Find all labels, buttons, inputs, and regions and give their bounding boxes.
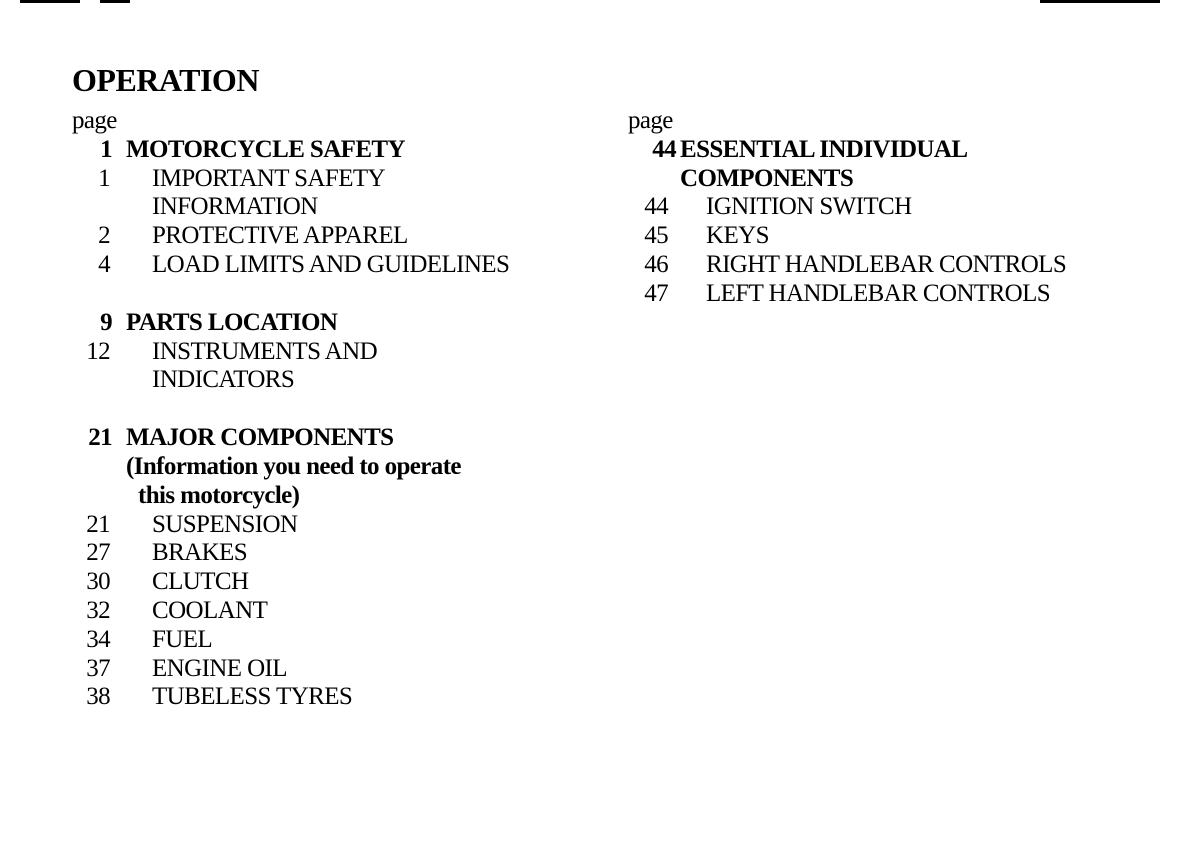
- scan-edge-right: [1040, 0, 1160, 3]
- section-gap: [72, 280, 592, 309]
- toc-entry-page-number: 12: [86, 337, 110, 365]
- toc-sections: [628, 136, 1148, 309]
- toc-entry-text: RIGHT HANDLEBAR CONTROLS: [706, 250, 1067, 278]
- toc-entry: [72, 222, 592, 251]
- toc-entry-text: IGNITION SWITCH: [706, 193, 912, 221]
- scan-edge-mid: [100, 0, 130, 3]
- toc-column-left: [72, 107, 592, 712]
- section-heading-text: this motorcycle): [138, 481, 300, 509]
- page-column-label: page: [628, 107, 673, 134]
- toc-entry-page-number: 2: [98, 222, 110, 250]
- section-heading-continued: [628, 165, 1148, 194]
- toc-entry-text: FUEL: [152, 625, 213, 653]
- toc-entry: [72, 597, 592, 626]
- toc-entry-text: TUBELESS TYRES: [152, 683, 353, 711]
- section-gap: [72, 395, 592, 424]
- section-heading-text: ESSENTIAL INDIVIDUAL: [680, 135, 968, 163]
- section-page-number: 44: [652, 135, 676, 163]
- toc-entry-text: KEYS: [706, 222, 769, 250]
- toc-entry: [72, 511, 592, 540]
- toc-entry: [72, 251, 592, 280]
- toc-entry-page-number: 38: [86, 683, 110, 711]
- toc-entry-page-number: 32: [86, 596, 110, 624]
- toc-entry: [628, 222, 1148, 251]
- section-heading-text: MOTORCYCLE SAFETY: [126, 135, 405, 163]
- toc-entry: [72, 626, 592, 655]
- toc-entry: [628, 280, 1148, 309]
- toc-entry: [72, 655, 592, 684]
- toc-entry-page-number: 34: [86, 625, 110, 653]
- toc-entry-text: CLUTCH: [152, 568, 249, 596]
- toc-entry: [72, 568, 592, 597]
- toc-entry: [72, 539, 592, 568]
- section-heading-continued: [72, 453, 592, 482]
- toc-entry: [72, 338, 592, 367]
- page-title: OPERATION: [72, 62, 259, 98]
- toc-sections: [72, 136, 592, 712]
- section-heading-text: COMPONENTS: [680, 164, 854, 192]
- toc-entry: [72, 683, 592, 712]
- section-page-number: 1: [100, 135, 112, 163]
- page-column-label: page: [72, 107, 117, 134]
- toc-entry-page-number: 37: [86, 654, 110, 682]
- toc-entry-page-number: 27: [86, 539, 110, 567]
- toc-entry-page-number: 46: [644, 250, 668, 278]
- toc-entry: [628, 193, 1148, 222]
- toc-entry-text: PROTECTIVE APPAREL: [152, 222, 408, 250]
- toc-entry-text: LEFT HANDLEBAR CONTROLS: [706, 279, 1051, 307]
- section-heading: [72, 309, 592, 338]
- toc-entry-page-number: 21: [86, 510, 110, 538]
- toc-entry-text: LOAD LIMITS AND GUIDELINES: [152, 250, 510, 278]
- toc-entry-page-number: 30: [86, 568, 110, 596]
- toc-entry-page-number: 45: [644, 222, 668, 250]
- toc-column-right: [628, 107, 1148, 309]
- section-heading: [72, 424, 592, 453]
- section-page-number: 9: [100, 308, 112, 336]
- toc-entry-page-number: 47: [644, 279, 668, 307]
- toc-entry-continued: [72, 366, 592, 395]
- toc-entry-text: INFORMATION: [152, 193, 318, 221]
- toc-entry: [72, 165, 592, 194]
- scan-edge-left: [20, 0, 80, 3]
- toc-entry-text: IMPORTANT SAFETY: [152, 164, 385, 192]
- section-page-number: 21: [88, 424, 112, 452]
- section-heading: [72, 136, 592, 165]
- toc-entry-text: INSTRUMENTS AND: [152, 337, 378, 365]
- section-heading-text: (Information you need to operate: [126, 452, 461, 480]
- section-heading-continued: [72, 482, 592, 511]
- section-heading-text: PARTS LOCATION: [126, 308, 338, 336]
- toc-entry-text: INDICATORS: [152, 366, 295, 394]
- section-heading: [628, 136, 1148, 165]
- toc-entry-text: SUSPENSION: [152, 510, 298, 538]
- toc-entry-page-number: 44: [644, 193, 668, 221]
- toc-entry-text: BRAKES: [152, 539, 248, 567]
- toc-entry: [628, 251, 1148, 280]
- toc-entry-text: ENGINE OIL: [152, 654, 287, 682]
- toc-entry-page-number: 1: [98, 164, 110, 192]
- toc-entry-page-number: 4: [98, 250, 110, 278]
- toc-entry-text: COOLANT: [152, 596, 268, 624]
- section-heading-text: MAJOR COMPONENTS: [126, 424, 394, 452]
- toc-entry-continued: [72, 193, 592, 222]
